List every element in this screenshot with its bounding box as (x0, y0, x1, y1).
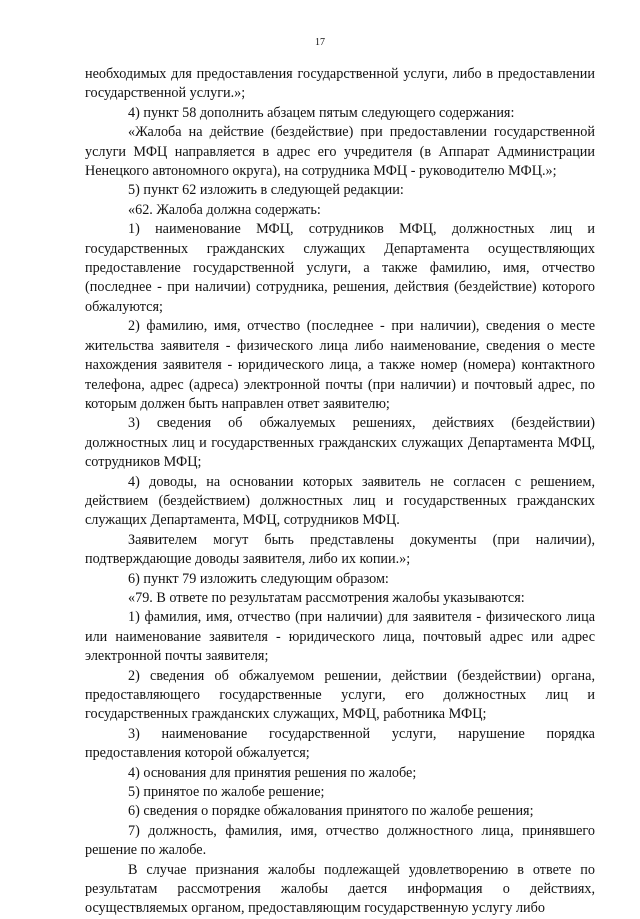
paragraph-79-sub-4: 4) основания для принятия решения по жалобе; (128, 764, 417, 781)
paragraph-documents-note: Заявителем могут быть представлены документы (при наличии), подтверждающие доводы заявителя, либо их копии.»; (85, 531, 595, 568)
paragraph-satisfaction-case: В случае признания жалобы подлежащей удовлетворению в ответе по результатам рассмотрения жалобы дается информация о действиях, осуществляемых органом, предоставляющим государственную услугу либо (85, 861, 595, 917)
paragraph-62-sub-1: 1) наименование МФЦ, сотрудников МФЦ, должностных лиц и государственных гражданских служащих Департамента осуществляющих предоставление государственной услуги, а также фамилию, имя, отчество (последнее - при наличии) сотрудника, решения, действия (бездействие) которого обжалуются; (85, 221, 595, 315)
paragraph-79-sub-5: 5) принятое по жалобе решение; (128, 784, 325, 801)
paragraph-item-5: 5) пункт 62 изложить в следующей редакции: (128, 182, 404, 199)
paragraph-79-sub-1: 1) фамилия, имя, отчество (при наличии) для заявителя - физического лица или наименование заявителя - юридического лица, почтовый адрес или адрес электронной почты заявителя; (85, 609, 595, 665)
paragraph-79-sub-2: 2) сведения об обжалуемом решении, действии (бездействии) органа, предоставляющего государственные услуги, его должностных лиц и государственных гражданских служащих, МФЦ, работника МФЦ; (85, 667, 595, 723)
page-number: 17 (315, 37, 325, 48)
paragraph-item-6: 6) пункт 79 изложить следующим образом: (128, 570, 389, 587)
document-body (85, 65, 595, 919)
paragraph-79-sub-3: 3) наименование государственной услуги, нарушение порядка предоставления которой обжалуется; (85, 725, 595, 762)
paragraph-item-4: 4) пункт 58 дополнить абзацем пятым следующего содержания: (128, 104, 515, 121)
paragraph-continuation: необходимых для предоставления государственной услуги, либо в предоставлении государственной услуги.»; (85, 66, 595, 102)
paragraph-79-sub-6: 6) сведения о порядке обжалования принятого по жалобе решения; (128, 803, 534, 820)
paragraph-clause-79: «79. В ответе по результатам рассмотрения жалобы указываются: (128, 589, 525, 606)
paragraph-quote-complaint: «Жалоба на действие (бездействие) при предоставлении государственной услуги МФЦ направляется в адрес его учредителя (в Аппарат Администрации Ненецкого автономного округа), на сотрудника МФЦ - руководителю МФЦ.»; (85, 124, 595, 180)
paragraph-clause-62: «62. Жалоба должна содержать: (128, 201, 321, 218)
paragraph-62-sub-4: 4) доводы, на основании которых заявитель не согласен с решением, действием (бездействием) должностных лиц и государственных гражданских служащих Департамента, МФЦ, сотрудников МФЦ. (85, 473, 595, 529)
paragraph-79-sub-7: 7) должность, фамилия, имя, отчество должностного лица, принявшего решение по жалобе. (85, 822, 595, 859)
paragraph-62-sub-3: 3) сведения об обжалуемых решениях, действиях (бездействии) должностных лиц и государственных гражданских служащих Департамента МФЦ, сотрудников МФЦ; (85, 415, 595, 471)
paragraph-62-sub-2: 2) фамилию, имя, отчество (последнее - при наличии), сведения о месте жительства заявителя - физического лица либо наименование, сведения о месте нахождения заявителя - юридического лица, а также номер (номера) контактного телефона, адрес (адреса) электронной почты (при наличии) и почтовый адрес, по которым должен быть направлен ответ заявителю; (85, 318, 595, 412)
